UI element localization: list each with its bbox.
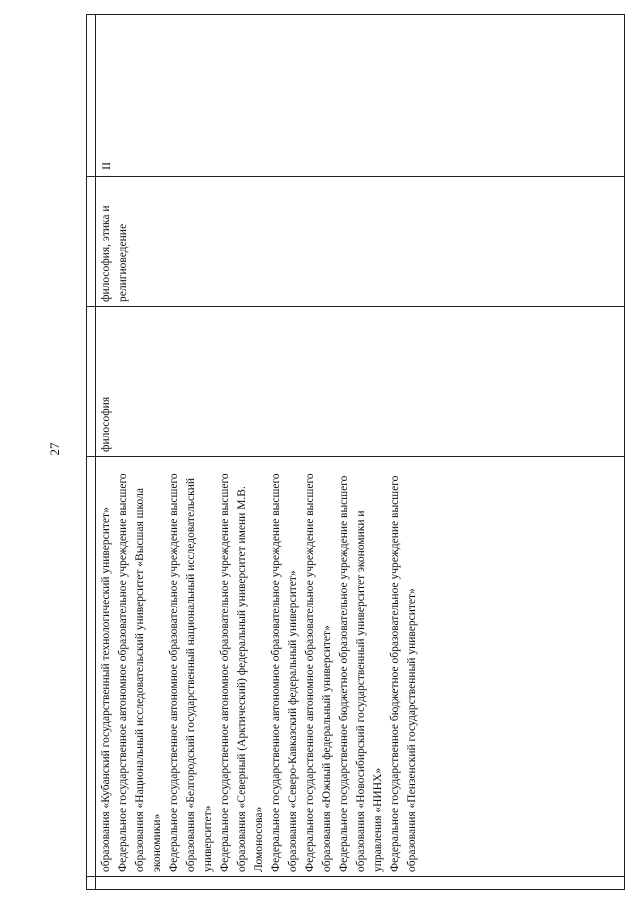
table-cell-empty <box>87 877 96 890</box>
university-entry: Федеральное государственное автономное образовательное учреждение высшего образования «Белгородский государственный национальный исследовательский университет» <box>168 473 214 872</box>
table-cell-empty <box>87 15 96 177</box>
specialty-cell: философия <box>96 307 625 457</box>
field-cell: философия, этика и религиоведение <box>96 177 625 307</box>
university-entry: Федеральное государственное автономное образовательное учреждение высшего образования «Южный федеральный университет» <box>304 473 333 872</box>
table-cell-empty <box>87 457 96 877</box>
category-cell: II <box>96 15 625 177</box>
universities-cell <box>96 457 625 877</box>
university-entry: Федеральное государственное автономное образовательное учреждение высшего образования «Северо-Кавказский федеральный университет» <box>270 473 299 872</box>
university-entry: Федеральное государственное бюджетное образовательное учреждение высшего образования «Пензенский государственный университет» <box>389 475 418 872</box>
page-number: 27 <box>47 442 62 456</box>
rotated-table-wrapper <box>86 15 618 890</box>
table-cell-empty <box>87 307 96 457</box>
university-entry: Федеральное государственное автономное образовательное учреждение высшего образования «Северный (Арктический) федеральный университет имени М.В. Ломоносова» <box>219 473 265 872</box>
table-cell-empty <box>87 177 96 307</box>
university-entry: Федеральное государственное бюджетное образовательное учреждение высшего образования «Новосибирский государственный университет экономики и управления «НИНХ» <box>338 475 384 872</box>
universities-table <box>86 14 625 890</box>
table-row <box>96 15 625 890</box>
category-cell <box>128 15 618 29</box>
continuation-text: образования «Кубанский государственный технологический университет» <box>100 507 112 872</box>
university-entry: Федеральное государственное автономное образовательное учреждение высшего образования «Национальный исследовательский университет «Высшая школа экономики» <box>117 473 163 872</box>
table-cell-index <box>96 877 625 890</box>
table-row-top <box>87 15 96 890</box>
